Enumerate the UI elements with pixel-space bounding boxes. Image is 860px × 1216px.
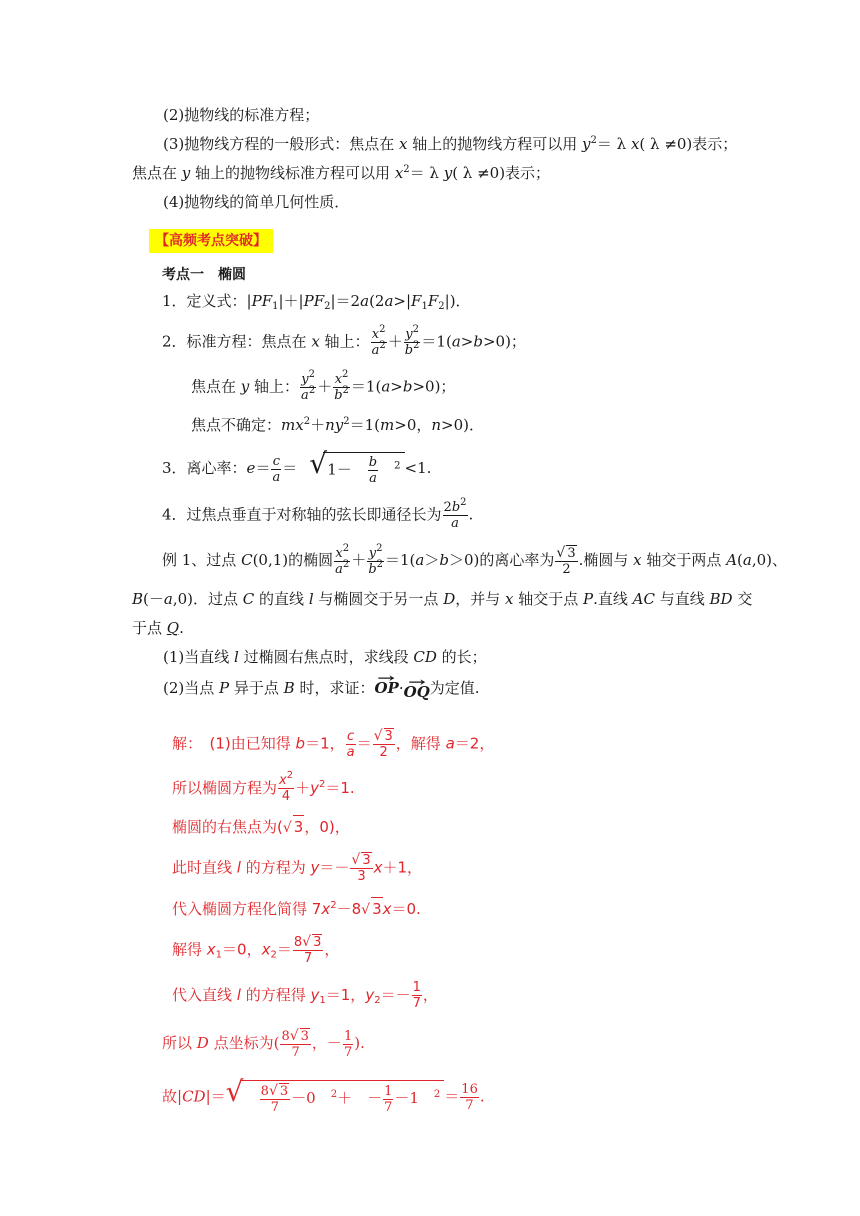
solution-line-9: 故|CD|＝ √ $\frac{8√ 3}{7}$ －0 $^2$＋ － $\frac{1}{7}$ －1 $^2$ ＝ $\frac{16}{7}$ . (162, 1075, 485, 1115)
example-line-1: 例 1、过点 C(0,1)的椭圆 $\frac{x^2}{a^2}$ ＋ $\frac{y^2}{b^2}$ ＝1(a＞b＞0)的离心率为 $\frac{√ 3}{2}$ .椭圆与 x 轴交于两点 A(a,0)、 (162, 542, 788, 577)
question-1: (1)当直线 l 过椭圆右焦点时，求线段 CD 的长； (163, 648, 487, 666)
example-line-3: 于点 Q. (132, 619, 184, 637)
standard-equation-y: 焦点在 y 轴上： $\frac{y^2}{a^2}$ ＋ $\frac{x^2}{b^2}$ ＝1(a>b>0)； (191, 369, 456, 403)
intro-item-4: (4)抛物线的简单几何性质． (163, 193, 350, 211)
solution-line-1: 解： (1)由已知得 b＝1， $\frac{c}{a}$ ＝ $\frac{√ 3}{2}$ ，解得 a＝2， (172, 728, 495, 760)
question-2: (2)当点 P 异于点 B 时，求证：→ OP·→ OQ为定值. (163, 677, 480, 703)
definition-line: 1．定义式：$|PF_1|+|PF_2|=2a(2a>|F_1F_2|)$． (162, 292, 471, 312)
solution-line-5: 代入椭圆方程化简得 $7x^2-8√$ 3x＝0. (172, 897, 421, 921)
example-line-2: B(－a,0)．过点 C 的直线 l 与椭圆交于另一点 D，并与 x 轴交于点 P.直线 AC 与直线 BD 交 (132, 590, 753, 608)
topic-title: 考点一 椭圆 (162, 267, 246, 283)
intro-item-2: (2)抛物线的标准方程； (163, 106, 320, 124)
solution-line-2: 所以椭圆方程为 $\frac{x^2}{4}$ $+y^2=1$. (172, 770, 355, 804)
solution-line-7: 代入直线 l 的方程得 $y_1=1$，$y_2=-$ $\frac{1}{7}$ ， (172, 980, 438, 1011)
standard-equation-unsure: 焦点不确定：$mx^2+ny^2=1(m>0$，n>0)． (191, 416, 485, 434)
intro-item-3: (3)抛物线方程的一般形式：焦点在 x 轴上的抛物线方程可以用 $y^2= \lambda$ x( λ ≠0)表示； (163, 135, 738, 153)
section-badge: 【高频考点突破】 (149, 229, 273, 253)
solution-line-4: 此时直线 l 的方程为 y＝－ $\frac{√ 3}{3}$ x＋1， (172, 852, 423, 884)
standard-equation-x: 2．标准方程：焦点在 x 轴上： $\frac{x^2}{a^2}$ ＋ $\frac{y^2}{b^2}$ ＝1(a>b>0)； (162, 324, 526, 358)
solution-line-8: 所以 D 点坐标为( $\frac{8√ 3}{7}$ ，－ $\frac{1}{7}$ ). (162, 1028, 365, 1060)
intro-item-3-cont: 焦点在 y 轴上的抛物线标准方程可以用 $x^2= \lambda$ y( λ ≠0)表示； (132, 164, 551, 182)
latus-rectum-line: 4．过焦点垂直于对称轴的弦长即通径长为 $\frac{2b^2}{a}$ . (162, 497, 474, 531)
solution-line-6: 解得 $x_1=0$，$x_2=$ $\frac{8√ 3}{7}$ ， (172, 934, 340, 966)
eccentricity-line: 3．离心率：e＝ $\frac{c}{a}$ ＝ √ 1－ $\frac{b}{a}$ $^2$ <1. (162, 447, 432, 486)
solution-line-3: 椭圆的右焦点为(√ 3，0)， (172, 815, 350, 839)
